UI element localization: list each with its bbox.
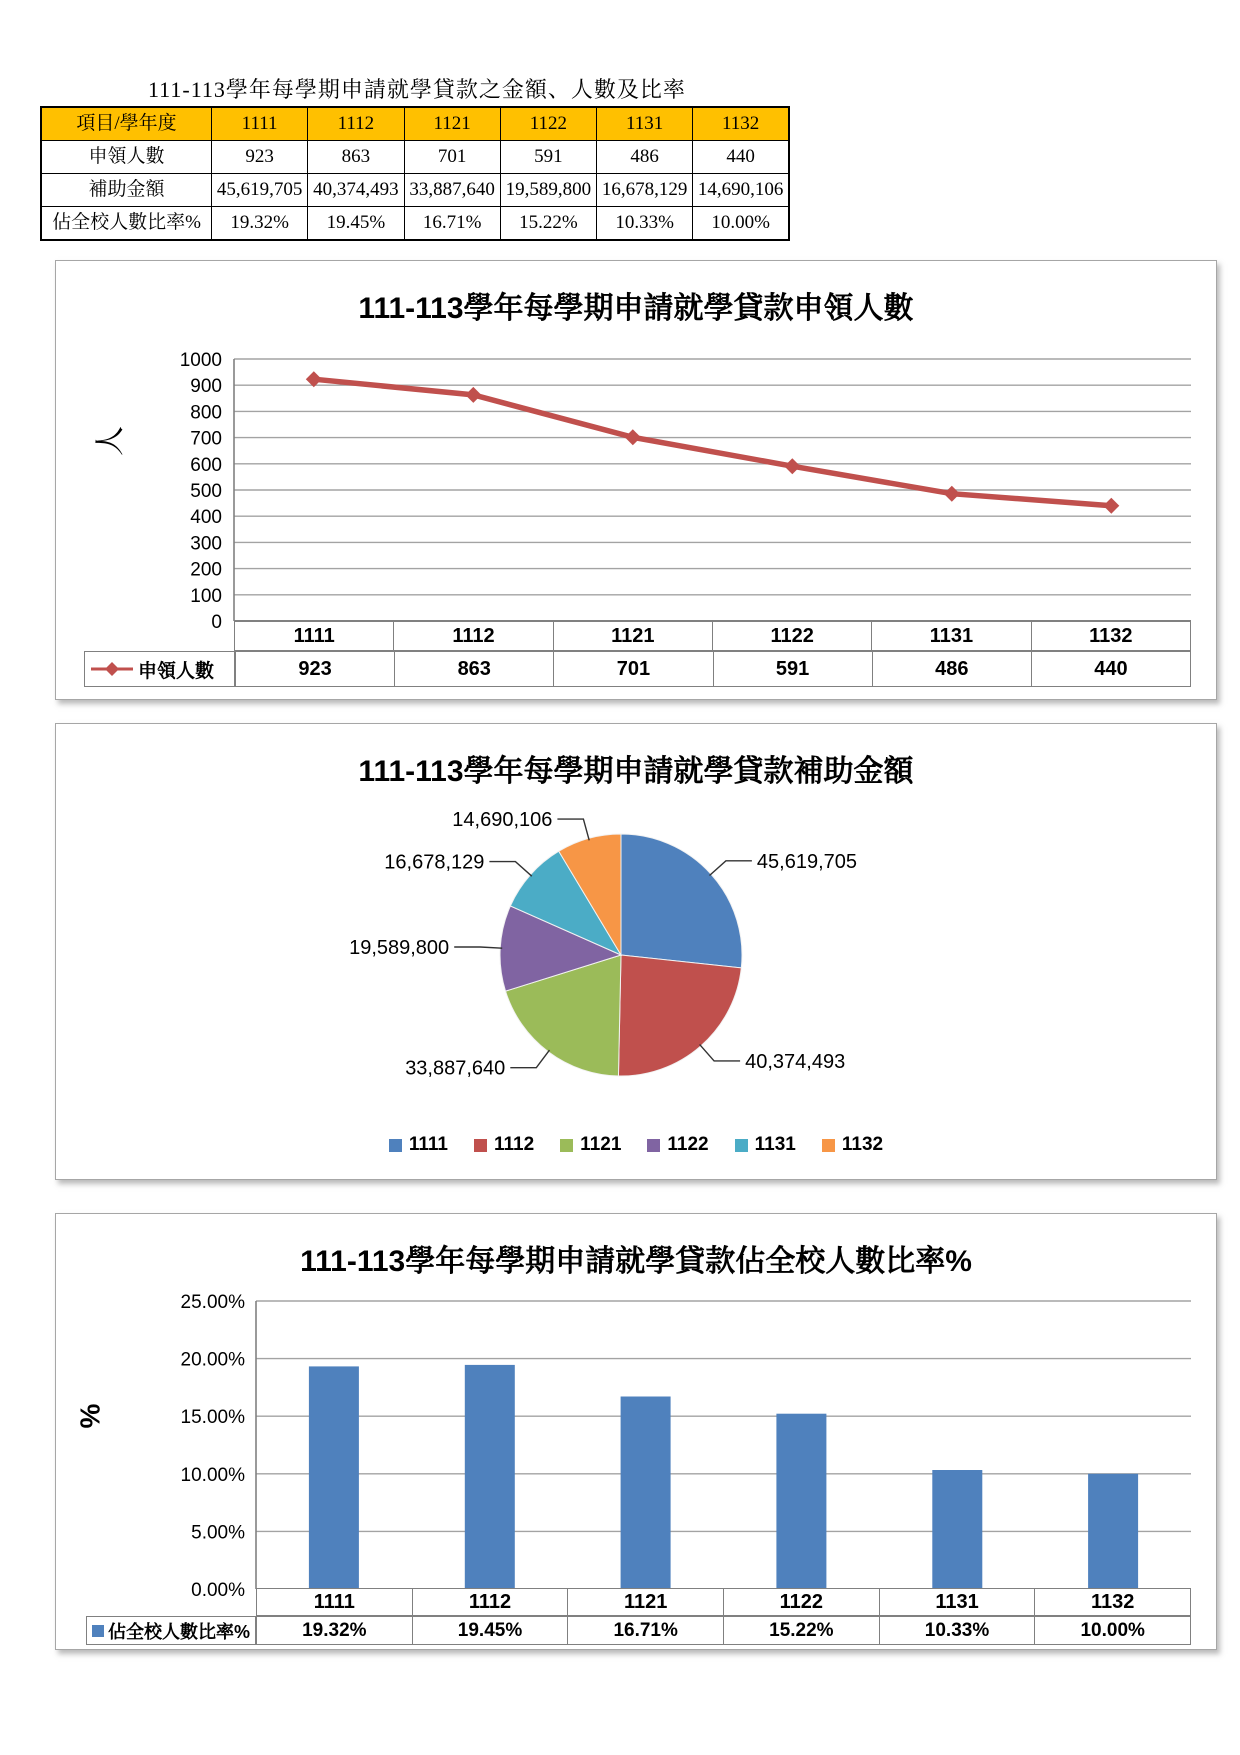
bar-chart-title: 111-113學年每學期申請就學貸款佔全校人數比率% (300, 1245, 972, 1278)
summary-header-year: 1121 (404, 107, 500, 141)
pie-legend-label: 1111 (408, 1134, 448, 1155)
summary-row-label: 申領人數 (41, 141, 212, 174)
pie-legend-label: 1122 (667, 1134, 709, 1155)
line-marker-diamond (465, 387, 481, 403)
bar-series-value: 19.45% (412, 1617, 568, 1644)
summary-cell: 486 (597, 141, 693, 174)
category-label: 1111 (313, 1590, 355, 1613)
pie-legend-label: 1121 (580, 1134, 622, 1155)
y-axis-tick: 20.00% (180, 1349, 245, 1371)
line-chart-y-axis-title: 人 (94, 426, 127, 456)
bar-chart-y-axis-title: % (74, 1403, 106, 1429)
bar-series-value: 10.00% (1034, 1617, 1190, 1644)
pie-label-leader-line (700, 1044, 741, 1061)
document-title: 111-113學年每學期申請就學貸款之金額、人數及比率 (148, 77, 686, 102)
pie-slice-1111 (621, 834, 742, 968)
bar-series-value: 19.32% (256, 1617, 412, 1644)
y-axis-tick: 200 (190, 559, 222, 581)
y-axis-tick: 5.00% (191, 1522, 245, 1544)
bar-chart-data-table-row (86, 1616, 1191, 1645)
bar-series-value: 16.71% (567, 1617, 723, 1644)
bar-chart-plot (56, 1214, 1216, 1649)
category-label: 1112 (393, 622, 552, 650)
summary-cell: 15.22% (500, 207, 596, 241)
y-axis-tick: 700 (190, 428, 222, 450)
pie-label-leader-line (557, 819, 589, 840)
summary-row-label: 佔全校人數比率% (41, 207, 212, 241)
summary-table[interactable] (40, 106, 790, 241)
category-label: 1121 (553, 622, 712, 650)
pie-label-leader-line (454, 947, 502, 948)
category-label: 1131 (871, 622, 1030, 650)
pie-legend-item (822, 1134, 883, 1156)
pie-chart-panel[interactable] (55, 723, 1217, 1180)
summary-cell: 33,887,640 (404, 174, 500, 207)
bar-series-legend (87, 1617, 256, 1644)
bar-series-value: 15.22% (723, 1617, 879, 1644)
summary-row-label: 補助金額 (41, 174, 212, 207)
line-series-value: 440 (1031, 652, 1190, 686)
category-label: 1122 (712, 622, 871, 650)
line-series-value: 863 (394, 652, 553, 686)
pie-data-label: 16,678,129 (384, 851, 485, 874)
bar-series-name: 佔全校人數比率% (108, 1621, 251, 1642)
summary-cell: 40,374,493 (308, 174, 404, 207)
category-label: 1112 (412, 1589, 568, 1615)
pie-legend-swatch-icon (474, 1139, 487, 1152)
summary-cell: 19,589,800 (500, 174, 596, 207)
line-series (314, 379, 1112, 506)
y-axis-tick: 500 (190, 481, 222, 502)
y-axis-tick: 15.00% (180, 1407, 245, 1429)
summary-header-year: 1132 (693, 107, 789, 141)
bar-1111 (309, 1366, 359, 1589)
y-axis-tick: 100 (190, 585, 222, 607)
bar-series-swatch-icon (92, 1625, 104, 1637)
line-series-value: 923 (235, 652, 394, 686)
summary-header-year: 1122 (500, 107, 596, 141)
pie-legend-item (560, 1134, 621, 1156)
bar-1132 (1088, 1474, 1138, 1589)
pie-legend-label: 1112 (494, 1134, 535, 1155)
summary-cell: 45,619,705 (212, 174, 308, 207)
summary-header-year: 1112 (308, 107, 404, 141)
category-label: 1121 (567, 1589, 723, 1615)
pie-legend-label: 1132 (841, 1134, 884, 1155)
line-series-legend (85, 652, 235, 686)
pie-slice-1112 (618, 955, 741, 1076)
category-label: 1132 (1034, 1589, 1190, 1615)
pie-legend-item (735, 1134, 796, 1156)
summary-cell: 19.45% (308, 207, 404, 241)
pie-data-label: 45,619,705 (756, 850, 858, 873)
pie-data-label: 33,887,640 (405, 1057, 506, 1080)
summary-header-label: 項目/學年度 (41, 107, 212, 141)
category-label: 1122 (723, 1589, 879, 1615)
line-chart-panel[interactable] (55, 260, 1217, 700)
pie-data-label: 19,589,800 (349, 937, 450, 959)
line-chart-data-table-row (84, 651, 1191, 687)
bar-1112 (465, 1365, 515, 1589)
y-axis-tick: 0.00% (191, 1580, 245, 1601)
pie-legend-swatch-icon (560, 1139, 573, 1152)
pie-chart-legend (56, 1134, 1216, 1156)
pie-legend-swatch-icon (822, 1139, 835, 1152)
pie-data-label: 14,690,106 (452, 809, 553, 832)
line-marker-diamond (1103, 498, 1119, 514)
pie-legend-label: 1131 (754, 1134, 796, 1155)
y-axis-tick: 1000 (179, 350, 222, 371)
line-chart-title: 111-113學年每學期申請就學貸款申領人數 (358, 292, 914, 325)
category-label: 1131 (879, 1589, 1035, 1615)
summary-cell: 863 (308, 141, 404, 174)
summary-cell: 10.33% (597, 207, 693, 241)
bar-chart-panel[interactable] (55, 1213, 1217, 1650)
pie-legend-item (647, 1134, 708, 1156)
bar-chart-category-axis-row (256, 1589, 1191, 1616)
summary-cell: 440 (693, 141, 789, 174)
y-axis-tick: 0 (211, 612, 222, 633)
pie-legend-item (474, 1134, 534, 1156)
line-series-value: 486 (872, 652, 1031, 686)
pie-label-leader-line (510, 1050, 549, 1068)
y-axis-tick: 400 (190, 507, 222, 529)
summary-cell: 19.32% (212, 207, 308, 241)
y-axis-tick: 25.00% (180, 1292, 245, 1313)
line-series-value: 701 (553, 652, 712, 686)
pie-legend-swatch-icon (647, 1139, 660, 1152)
line-series-marker-icon (90, 662, 134, 676)
y-axis-tick: 800 (190, 402, 222, 424)
pie-chart-title: 111-113學年每學期申請就學貸款補助金額 (358, 755, 914, 788)
pie-chart-plot (56, 724, 1216, 1179)
y-axis-tick: 900 (190, 376, 222, 398)
summary-cell: 10.00% (693, 207, 789, 241)
pie-label-leader-line (489, 862, 531, 877)
y-axis-tick: 600 (190, 454, 222, 476)
bar-1122 (776, 1414, 826, 1589)
summary-cell: 14,690,106 (693, 174, 789, 207)
pie-data-label: 40,374,493 (745, 1050, 846, 1073)
summary-header-year: 1111 (212, 107, 308, 141)
category-label: 1111 (293, 624, 335, 647)
line-marker-diamond (625, 429, 641, 445)
line-series-value: 591 (713, 652, 872, 686)
line-marker-diamond (784, 458, 800, 474)
bar-series-value: 10.33% (879, 1617, 1035, 1644)
bar-1121 (621, 1397, 671, 1590)
pie-legend-swatch-icon (735, 1139, 748, 1152)
category-label: 1132 (1031, 622, 1190, 650)
pie-label-leader-line (710, 861, 752, 876)
line-series-name: 申領人數 (138, 660, 215, 682)
pie-legend-swatch-icon (389, 1139, 402, 1152)
y-axis-tick: 300 (190, 533, 222, 555)
summary-cell: 16.71% (404, 207, 500, 241)
line-marker-diamond (944, 486, 960, 502)
summary-header-year: 1131 (597, 107, 693, 141)
summary-cell: 923 (212, 141, 308, 174)
bar-1131 (932, 1470, 982, 1589)
summary-cell: 591 (500, 141, 596, 174)
y-axis-tick: 10.00% (180, 1464, 245, 1486)
pie-legend-item (389, 1134, 448, 1156)
line-chart-category-axis-row (234, 622, 1191, 651)
summary-cell: 16,678,129 (597, 174, 693, 207)
summary-cell: 701 (404, 141, 500, 174)
